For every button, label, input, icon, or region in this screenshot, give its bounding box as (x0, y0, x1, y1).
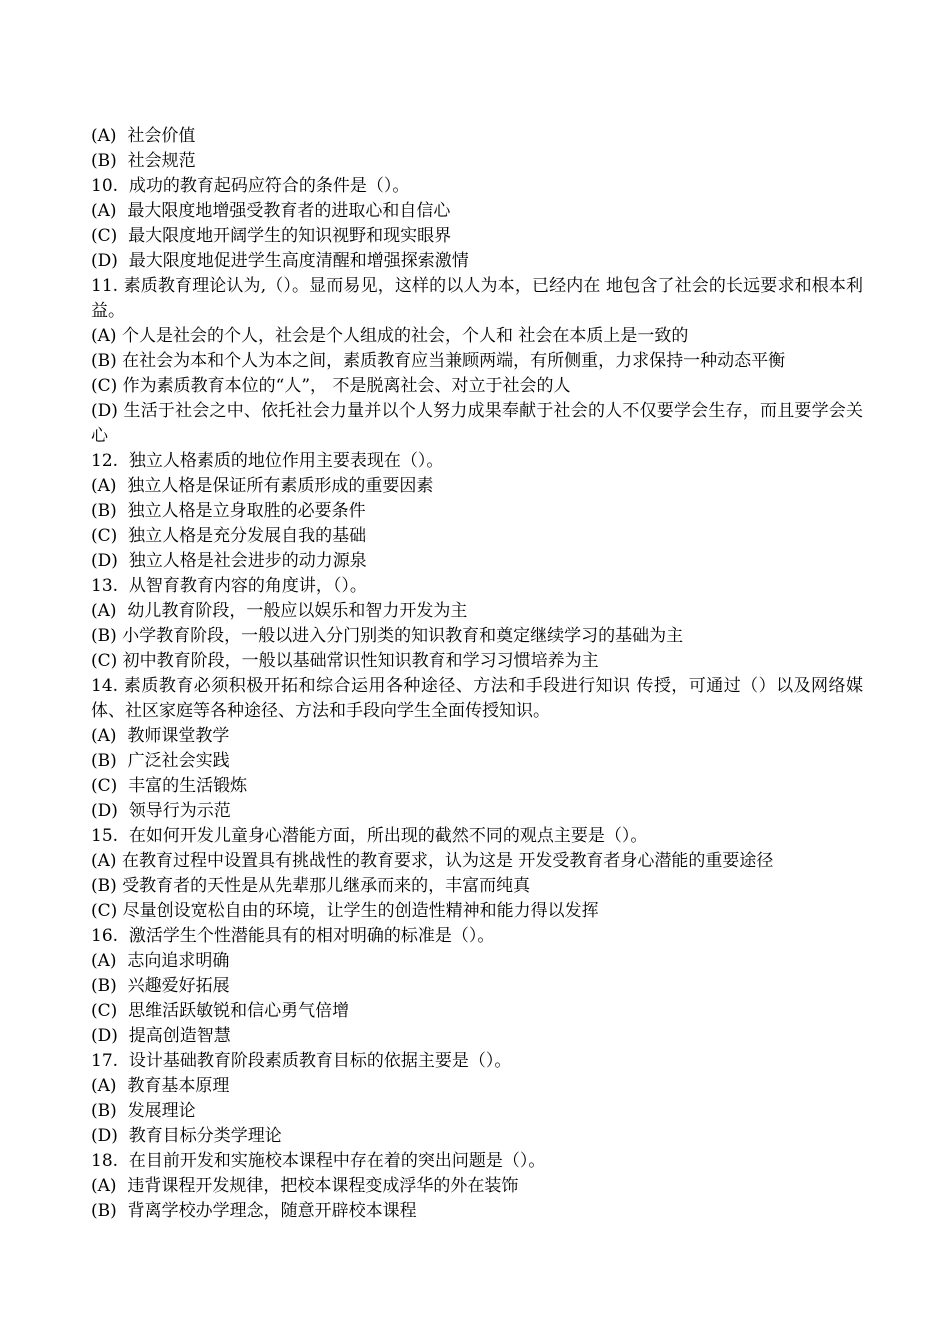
option-line: (A) 最大限度地增强受教育者的进取心和自信心 (91, 201, 451, 221)
option-line: (A) 社会价值 (91, 126, 196, 146)
option-line: (B) 小学教育阶段，一般以进入分门别类的知识教育和奠定继续学习的基础为主 (91, 626, 684, 646)
option-line: (B) 在社会为本和个人为本之间，素质教育应当兼顾两端，有所侧重，力求保持一种动态平衡 (91, 351, 786, 371)
option-line: (C) 思维活跃敏锐和信心勇气倍增 (91, 1001, 350, 1021)
option-line: (C) 初中教育阶段，一般以基础常识性知识教育和学习习惯培养为主 (91, 651, 599, 671)
question-line: 15. 在如何开发儿童身心潜能方面，所出现的截然不同的观点主要是（）。 (91, 826, 648, 846)
option-line: (B) 兴趣爱好拓展 (91, 976, 230, 996)
option-paragraph: (D) 生活于社会之中、依托社会力量并以个人努力成果奉献于社会的人不仅要学会生存，而且要学会关心 (91, 401, 863, 446)
question-line: 17. 设计基础教育阶段素质教育目标的依据主要是（）。 (91, 1051, 512, 1071)
option-line: (A) 教师课堂教学 (91, 726, 230, 746)
question-line: 12. 独立人格素质的地位作用主要表现在（）。 (91, 451, 444, 471)
option-line: (A) 违背课程开发规律，把校本课程变成浮华的外在装饰 (91, 1176, 519, 1196)
option-line: (D) 最大限度地促进学生高度清醒和增强探索激情 (91, 251, 469, 271)
question-line: 16. 激活学生个性潜能具有的相对明确的标准是（）。 (91, 926, 495, 946)
option-line: (C) 尽量创设宽松自由的环境，让学生的创造性精神和能力得以发挥 (91, 901, 599, 921)
question-line: 18. 在目前开发和实施校本课程中存在着的突出问题是（）。 (91, 1151, 546, 1171)
option-line: (A) 教育基本原理 (91, 1076, 230, 1096)
option-line: (D) 独立人格是社会进步的动力源泉 (91, 551, 367, 571)
question-paragraph: 11. 素质教育理论认为,（）。显而易见，这样的以人为本，已经内在 地包含了社会的长远要求和根本利益。 (91, 276, 863, 321)
question-line: 10. 成功的教育起码应符合的条件是（）。 (91, 176, 410, 196)
option-line: (A) 志向追求明确 (91, 951, 230, 971)
option-line: (B) 背离学校办学理念，随意开辟校本课程 (91, 1201, 417, 1221)
option-line: (D) 教育目标分类学理论 (91, 1126, 282, 1146)
option-line: (B) 发展理论 (91, 1101, 196, 1121)
option-line: (C) 最大限度地开阔学生的知识视野和现实眼界 (91, 226, 452, 246)
document-body (91, 124, 863, 1224)
option-line: (A) 个人是社会的个人，社会是个人组成的社会，个人和 社会在本质上是一致的 (91, 326, 689, 346)
option-line: (A) 在教育过程中设置具有挑战性的教育要求，认为这是 开发受教育者身心潜能的重要途径 (91, 851, 774, 871)
option-line: (A) 独立人格是保证所有素质形成的重要因素 (91, 476, 434, 496)
option-line: (C) 作为素质教育本位的“人”， 不是脱离社会、对立于社会的人 (91, 376, 571, 396)
option-line: (C) 丰富的生活锻炼 (91, 776, 248, 796)
option-line: (C) 独立人格是充分发展自我的基础 (91, 526, 367, 546)
option-line: (A) 幼儿教育阶段，一般应以娱乐和智力开发为主 (91, 601, 468, 621)
question-line: 13. 从智育教育内容的角度讲，（）。 (91, 576, 367, 596)
option-line: (B) 广泛社会实践 (91, 751, 230, 771)
option-line: (D) 领导行为示范 (91, 801, 231, 821)
question-paragraph: 14. 素质教育必须积极开拓和综合运用各种途径、方法和手段进行知识 传授，可通过（）以及网络媒体、社区家庭等各种途径、方法和手段向学生全面传授知识。 (91, 676, 863, 721)
option-line: (B) 独立人格是立身取胜的必要条件 (91, 501, 366, 521)
option-line: (B) 受教育者的天性是从先辈那儿继承而来的，丰富而纯真 (91, 876, 531, 896)
option-line: (D) 提高创造智慧 (91, 1026, 231, 1046)
option-line: (B) 社会规范 (91, 151, 196, 171)
